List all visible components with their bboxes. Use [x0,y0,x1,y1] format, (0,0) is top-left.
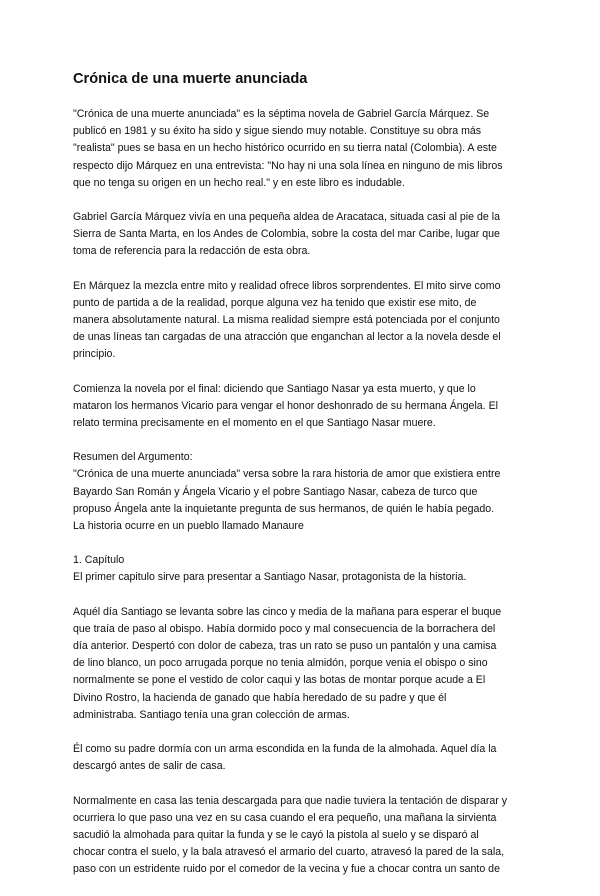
paragraph-line: 1. Capítulo [73,554,125,567]
paragraph-line: Bayardo San Román y Ángela Vicario y el pobre Santiago Nasar, cabeza de turco que [73,485,478,498]
paragraph-line: normalmente se pone el vestido de color caqui y las botas de montar porque acude a El [73,674,486,687]
paragraphs [73,106,529,879]
paragraph [73,449,529,535]
paragraph-line: Sierra de Santa Marta, en los Andes de Colombia, sobre la costa del mar Caribe, lugar que [73,228,500,241]
paragraph [73,106,529,192]
paragraph-line: mataron los hermanos Vicario para vengar el honor deshonrado de su hermana Ángela. El [73,399,498,412]
paragraph-line: chocar contra el suelo, y la bala atravesó el armario del cuarto, atravesó la pared de la sala, [73,846,505,859]
paragraph-line: de lino blanco, un poco arrugada porque no tenia almidón, porque venia el obispo o sino [73,657,488,670]
paragraph-line: Resumen del Argumento: [73,451,193,464]
paragraph-line: Él como su padre dormía con un arma escondida en la funda de la almohada. Aquel día la [73,743,497,756]
paragraph-line: punto de partida a de la realidad, porque alguna vez ha tenido que existir ese mito, de [73,296,477,309]
paragraph-line: que no tenga su origen en un hecho real." y en este libro es indudable. [73,176,405,189]
paragraph-line: toma de referencia para la redacción de esta obra. [73,245,311,258]
paragraph-line: Comienza la novela por el final: diciendo que Santiago Nasar ya esta muerto, y que lo [73,382,476,395]
paragraph-line: "realista" pues se basa en un hecho histórico ocurrido en su tierra natal (Colombia). A este [73,142,497,155]
paragraph-line: "Crónica de una muerte anunciada" versa sobre la rara historia de amor que existiera entre [73,468,501,481]
paragraph [73,793,529,879]
paragraph-line: de unas líneas tan cargadas de una atracción que enganchan al lector a la novela desde el [73,331,501,344]
paragraph-line: descargó antes de salir de casa. [73,760,226,773]
paragraph-line: Normalmente en casa las tenia descargada para que nadie tuviera la tentación de disparar y [73,794,508,807]
paragraph-line: propuso Ángela ante la inquietante pregunta de sus hermanos, de quién le había pegado. [73,502,495,515]
paragraph-line: El primer capitulo sirve para presentar a Santiago Nasar, protagonista de la historia. [73,571,467,584]
paragraph-line: administraba. Santiago tenía una gran colección de armas. [73,708,350,721]
paragraph [73,604,529,724]
paragraph-line: principio. [73,348,116,361]
document-title: Crónica de una muerte anunciada [73,71,308,87]
paragraph-line: respecto dijo Márquez en una entrevista: "No hay ni una sola línea en ninguno de mis libros [73,159,503,172]
paragraph-line: Gabriel García Márquez vivía en una pequeña aldea de Aracataca, situada casi al pie de la [73,211,500,224]
document-body [73,70,529,896]
paragraph-line: La historia ocurre en un pueblo llamado Manaure [73,520,304,533]
paragraph-line: En Márquez la mezcla entre mito y realidad ofrece libros sorprendentes. El mito sirve como [73,279,501,292]
paragraph-line: Aquél día Santiago se levanta sobre las cinco y media de la mañana para esperar el buque [73,605,502,618]
paragraph-line: ocurriera lo que paso una vez en su casa cuando el era pequeño, una mañana la sirvienta [73,811,497,824]
paragraph-line: sacudió la almohada para quitar la funda y se le cayó la pistola al suelo y se disparó al [73,828,479,841]
paragraph-line: Divino Rostro, la hacienda de ganado que había heredado de su padre y que él [73,691,447,704]
paragraph [73,741,529,775]
paragraph-line: manera absolutamente natural. La misma realidad siempre está potenciada por el conjunto [73,314,500,327]
paragraph [73,209,529,261]
paragraph-line: día anterior. Despertó con dolor de cabeza, tras un rato se puso un pantalón y una camisa [73,640,497,653]
paragraph-line: que traía de paso al obispo. Había dormido poco y mal consecuencia de la borrachera del [73,622,496,635]
paragraph [73,552,529,586]
paragraph-line: publicó en 1981 y su éxito ha sido y sigue siendo muy notable. Constituye su obra más [73,125,482,138]
paragraph-line: "Crónica de una muerte anunciada" es la séptima novela de Gabriel García Márquez. Se [73,108,490,120]
paragraph [73,381,529,433]
paragraph-line: relato termina precisamente en el momento en el que Santiago Nasar muere. [73,417,436,430]
paragraph [73,278,529,364]
paragraph-line: paso con un estridente ruido por el comedor de la vecina y fue a chocar contra un santo de [73,863,500,876]
